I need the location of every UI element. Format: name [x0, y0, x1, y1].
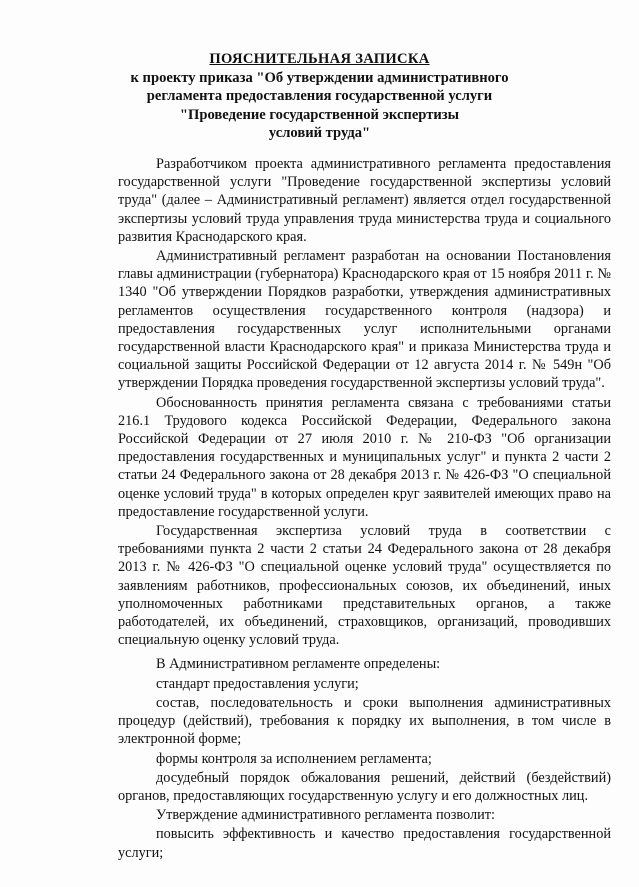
paragraph-legal-basis: Административный регламент разработан на основании Постановления главы администрации (губернатора) Краснодарского края от 15 ноября 2011 г. № 1340 "Об утверждении Порядков разработки, утверждения административных регламентов осуществления государственного контроля (надзора) и предоставления государственных услуг исполнительными органами государственной власти Краснодарского края" и приказа Министерства труда и социальной защиты Российской Федерации от 12 августа 2014 г. № 549н "Об утверждении Порядка проведения государственной экспертизы условий труда".	[118, 248, 611, 392]
document-heading	[0, 50, 639, 143]
paragraph-expertise: Государственная экспертиза условий труда в соответствии с требованиями пункта 2 части 2 статьи 24 Федерального закона от 28 декабря 2013 г. № 426-ФЗ "О специальной оценке условий труда" осуществляется по заявлениям работников, профессиональных союзов, их объединений, иных уполномоченных работниками представительных органов, а также работодателей, их объединений, страховщиков, организаций, проводивших специальную оценку условий труда.	[118, 523, 611, 649]
list-item-efficiency: повысить эффективность и качество предоставления государственной услуги;	[118, 826, 611, 861]
heading-subtitle-line-1: к проекту приказа "Об утверждении административного	[130, 69, 509, 86]
heading-subtitle-line-4: условий труда"	[268, 125, 371, 141]
list-item-control: формы контроля за исполнением регламента;	[156, 750, 432, 767]
paragraph-approval-intro: Утверждение административного регламента позволит:	[156, 807, 496, 824]
document-body	[118, 155, 611, 862]
paragraph-defined-intro: В Административном регламенте определены:	[156, 656, 441, 673]
list-item-procedures: состав, последовательность и сроки выполнения административных процедур (действий), требования к порядку их выполнения, в том числе в электронной форме;	[118, 694, 611, 748]
list-item-standard: стандарт предоставления услуги;	[156, 675, 359, 692]
paragraph-justification: Обоснованность принятия регламента связана с требованиями статьи 216.1 Трудового кодекса Российской Федерации, Федерального закона Российской Федерации от 27 июля 2010 г. № 210-ФЗ "Об организации предоставления государственных и муниципальных услуг" и пункта 2 части 2 статьи 24 Федерального закона от 28 декабря 2013 г. № 426-ФЗ "О специальной оценке условий труда" в которых определен круг заявителей имеющих право на предоставление государственной услуги.	[118, 394, 611, 520]
document-title: ПОЯСНИТЕЛЬНАЯ ЗАПИСКА	[209, 51, 430, 67]
paragraph-developer: Разработчиком проекта административного регламента предоставления государственной услуги "Проведение государственной экспертизы условий труда" (далее – Административный регламент) является отдел государственной экспертизы условий труда управления труда министерства труда и социального развития Краснодарского края.	[118, 156, 611, 245]
list-item-appeal: досудебный порядок обжалования решений, действий (бездействий) органов, предоставляющих государственную услугу и его должностных лиц.	[118, 769, 611, 804]
heading-subtitle-line-3: "Проведение государственной экспертизы	[179, 106, 460, 123]
heading-subtitle-line-2: регламента предоставления государственной услуги	[146, 88, 493, 104]
